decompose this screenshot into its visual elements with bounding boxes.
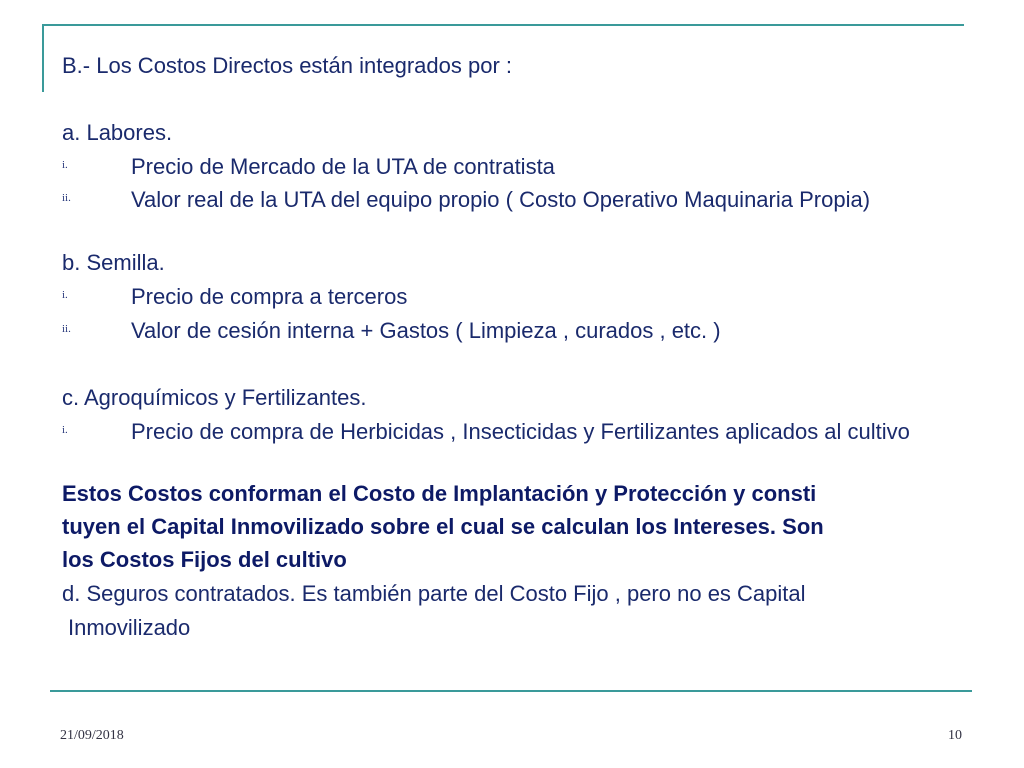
left-accent-line — [42, 24, 44, 92]
section-d-line-2: Inmovilizado — [68, 615, 191, 640]
item-number: ii. — [62, 323, 71, 335]
item-text: Valor real de la UTA del equipo propio ( Costo Operativo Maquinaria Propia) — [131, 187, 871, 212]
section-c-title: c. Agroquímicos y Fertilizantes. — [62, 385, 367, 410]
item-number: ii. — [62, 192, 71, 204]
section-d-line-1: d. Seguros contratados. Es también parte del Costo Fijo , pero no es Capital — [62, 581, 806, 606]
note-line-3: los Costos Fijos del cultivo — [62, 547, 347, 572]
top-accent-line — [42, 24, 964, 26]
item-number: i. — [62, 424, 68, 436]
bottom-accent-line — [50, 690, 972, 692]
note-line-2: tuyen el Capital Inmovilizado sobre el cual se calculan los Intereses. Son — [62, 514, 824, 539]
note-line-1: Estos Costos conforman el Costo de Implantación y Protección y consti — [62, 481, 817, 506]
footer-date: 21/09/2018 — [60, 728, 124, 743]
item-text: Precio de compra de Herbicidas , Insecticidas y Fertilizantes aplicados al cultivo — [131, 419, 910, 444]
section-b-title: b. Semilla. — [62, 250, 165, 275]
item-text: Valor de cesión interna + Gastos ( Limpieza , curados , etc. ) — [131, 318, 721, 343]
item-number: i. — [62, 289, 68, 301]
item-text: Precio de compra a terceros — [131, 284, 408, 309]
section-a-title: a. Labores. — [62, 120, 173, 145]
item-number: i. — [62, 159, 68, 171]
slide-heading: B.- Los Costos Directos están integrados por : — [62, 53, 512, 78]
item-text: Precio de Mercado de la UTA de contratista — [131, 154, 555, 179]
page-number: 10 — [948, 728, 962, 743]
